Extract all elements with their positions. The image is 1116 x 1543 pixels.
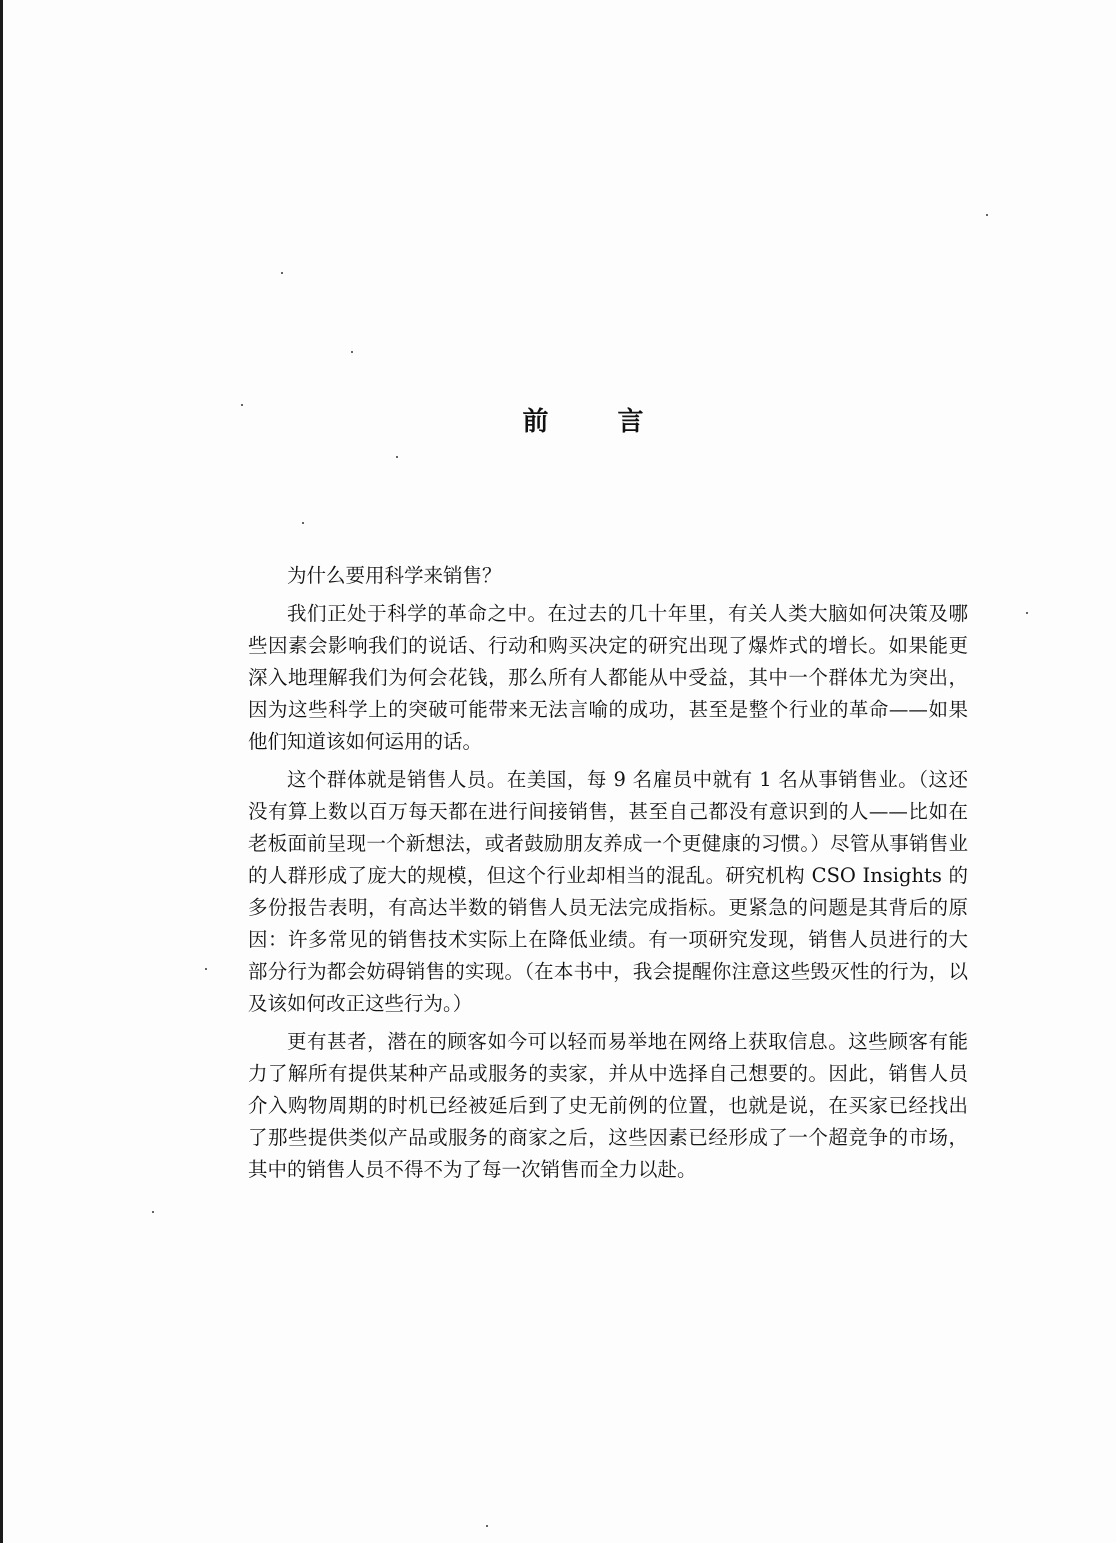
scan-speck (986, 214, 988, 216)
scan-speck (486, 1525, 488, 1527)
scan-speck (1026, 612, 1028, 614)
scan-edge (0, 0, 3, 1543)
scan-speck (302, 522, 304, 524)
scan-speck (205, 968, 207, 970)
paragraph-1: 我们正处于科学的革命之中。在过去的几十年里，有关人类大脑如何决策及哪些因素会影响我们的说话、行动和购买决定的研究出现了爆炸式的增长。如果能更深入地理解我们为何会花钱，那么所有人都能从中受益，其中一个群体尤为突出，因为这些科学上的突破可能带来无法言喻的成功，甚至是整个行业的革命——如果他们知道该如何运用的话。 (248, 602, 968, 753)
scan-speck (396, 456, 398, 458)
section-question: 为什么要用科学来销售？ (287, 564, 502, 587)
page-title: 前 言 (522, 407, 674, 438)
scan-speck (351, 351, 353, 353)
paragraph-2: 这个群体就是销售人员。在美国，每 9 名雇员中就有 1 名从事销售业。（这还没有算上数以百万每天都在进行间接销售，甚至自己都没有意识到的人——比如在老板面前呈现一个新想法，或者鼓励朋友养成一个更健康的习惯。）尽管从事销售业的人群形成了庞大的规模，但这个行业却相当的混乱。研究机构 CSO Insights 的多份报告表明，有高达半数的销售人员无法完成指标。更紧急的问题是其背后的原因：许多常见的销售技术实际上在降低业绩。有一项研究发现，销售人员进行的大部分行为都会妨碍销售的实现。（在本书中，我会提醒你注意这些毁灭性的行为，以及该如何改正这些行为。） (248, 768, 968, 1015)
scan-speck (152, 1211, 154, 1213)
scan-speck (281, 272, 283, 274)
body-text (248, 560, 968, 1192)
paragraph-3: 更有甚者，潜在的顾客如今可以轻而易举地在网络上获取信息。这些顾客有能力了解所有提供某种产品或服务的卖家，并从中选择自己想要的。因此，销售人员介入购物周期的时机已经被延后到了史无前例的位置，也就是说，在买家已经找出了那些提供类似产品或服务的商家之后，这些因素已经形成了一个超竞争的市场，其中的销售人员不得不为了每一次销售而全力以赴。 (248, 1030, 968, 1181)
